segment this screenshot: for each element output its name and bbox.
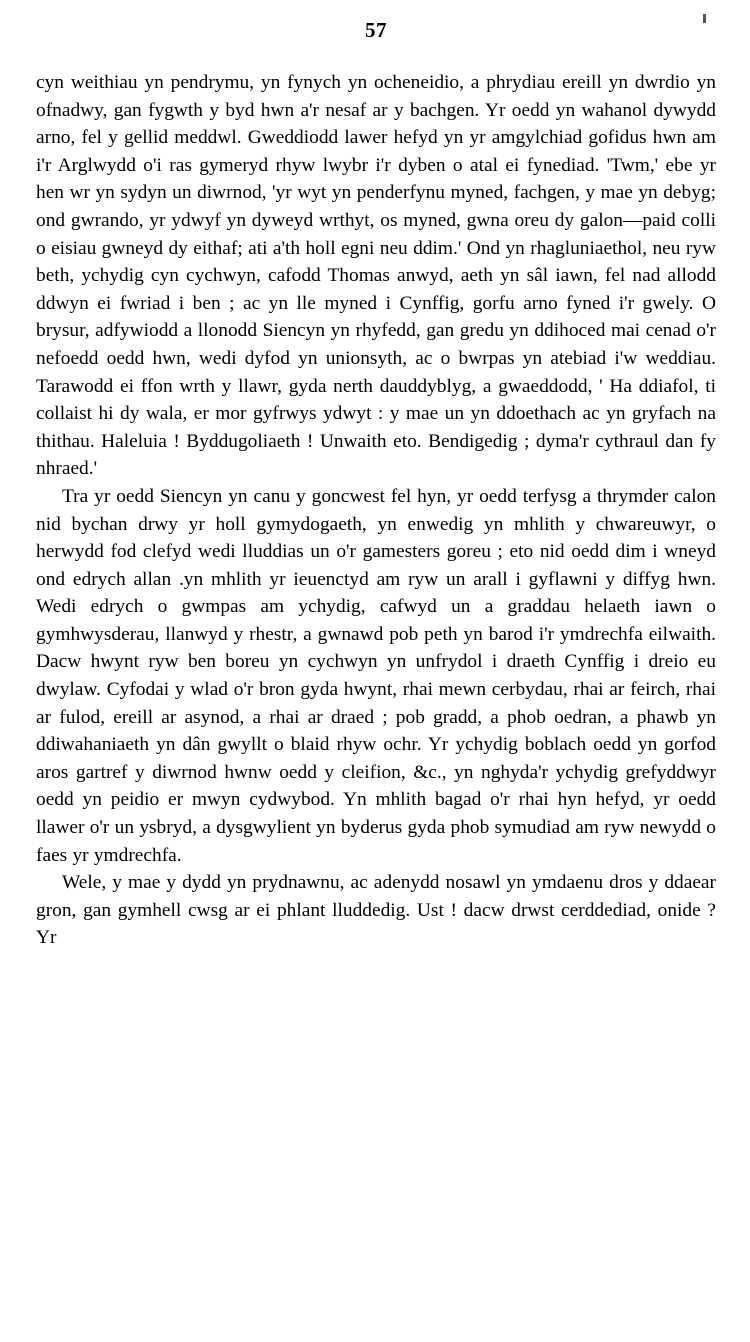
paragraph-2: Tra yr oedd Siencyn yn canu y goncwest fel hyn, yr oedd terfysg a thrymder calon nid bychan drwy yr holl gymydogaeth, yn enwedig yn mhlith y chwareuwyr, o herwydd fod clefyd wedi lluddias un o'r gamesters goreu ; eto nid oedd dim i wneyd ond edrych allan .yn mhlith yr ieuenctyd am ryw un arall i gyflawni y diffyg hwn. Wedi edrych o gwmpas am ychydig, cafwyd un a graddau helaeth iawn o gymhwysderau, llanwyd y rhestr, a gwnawd pob peth yn barod i'r ymdrechfa eilwaith. Dacw hwynt ryw ben boreu yn cychwyn yn unfrydol i draeth Cynffig i dreio eu dwylaw. Cyfodai y wlad o'r bron gyda hwynt, rhai mewn cerbydau, rhai ar feirch, rhai ar fulod, ereill ar asynod, a rhai ar draed ; pob gradd, a phob oedran, a phawb yn ddiwahaniaeth yn dân gwyllt o blaid rhyw ochr. Yr ychydig boblach oedd yn gorfod aros gartref y diwrnod hwnw oedd y cleifion, &c., yn nghyda'r ychydig grefyddwyr oedd yn peidio er mwyn cydwybod. Yn mhlith bagad o'r rhai hyn hefyd, yr oedd llawer o'r un ysbryd, a dysgwylient yn byderus gyda phob symudiad am ryw newydd o faes yr ymdrechfa. <box>36 485 716 866</box>
paragraph-3: Wele, y mae y dydd yn prydnawnu, ac adenydd nosawl yn ymdaenu dros y ddaear gron, gan gymhell cwsg ar ei phlant lluddedig. Ust ! dacw drwst cerddediad, onide ? Yr <box>36 872 716 949</box>
page-body <box>36 69 716 952</box>
page-corner-mark <box>703 14 706 23</box>
paragraph-1: cyn weithiau yn pendrymu, yn fynych yn ocheneidio, a phrydiau ereill yn dwrdio yn ofnadwy, gan fygwth y byd hwn a'r nesaf ar y bachgen. Yr oedd yn wahanol dywydd arno, fel y gellid meddwl. Gweddiodd lawer hefyd yn yr amgylchiad gofidus hwn am i'r Arglwydd o'i ras gymeryd rhyw lwybr i'r dyben o atal ei fynediad. 'Twm,' ebe yr hen wr yn sydyn un diwrnod, 'yr wyt yn penderfynu myned, fachgen, y mae yn debyg; ond gwrando, yr ydwyf yn dyweyd wrthyt, os myned, gwna oreu dy galon—paid colli o eisiau gwneyd dy eithaf; ati a'th holl egni neu ddim.' Ond yn rhagluniaethol, neu ryw beth, ychydig cyn cychwyn, cafodd Thomas anwyd, aeth yn sâl iawn, fel nad allodd ddwyn ei fwriad i ben ; ac yn lle myned i Cynffig, gorfu arno fyned i'r gwely. O brysur, adfywiodd a llonodd Siencyn yn rhyfedd, gan gredu yn ddihoced mai cenad o'r nefoedd oedd hwn, wedi dyfod yn unionsyth, ac o bwrpas yn atebiad i'w weddiau. Tarawodd ei ffon wrth y llawr, gyda nerth dauddyblyg, a gwaeddodd, ' Ha ddiafol, ti collaist hi dy wala, er mor gyfrwys ydwyt : y mae un yn ddoethach ac yn gryfach na thithau. Haleluia ! Byddugoliaeth ! Unwaith eto. Bendigedig ; dyma'r cythraul dan fy nhraed.' <box>36 72 716 480</box>
page-number: 57 <box>365 18 387 42</box>
